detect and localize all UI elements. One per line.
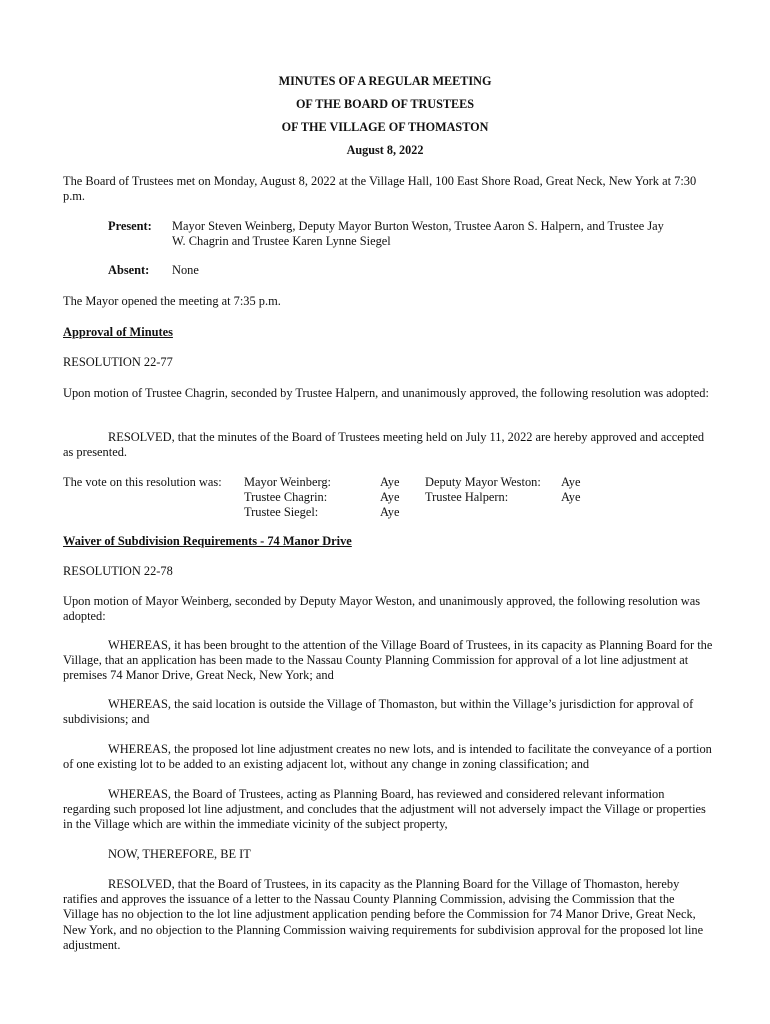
vote-label: The vote on this resolution was: bbox=[63, 475, 222, 489]
title-line-3: OF THE VILLAGE OF THOMASTON bbox=[281, 120, 489, 134]
title-line-2: OF THE BOARD OF TRUSTEES bbox=[295, 97, 475, 111]
vote-name: Deputy Mayor Weston: bbox=[425, 475, 541, 489]
vote-names-right bbox=[425, 475, 541, 505]
title-line-1: MINUTES OF A REGULAR MEETING bbox=[278, 74, 492, 88]
present-label: Present: bbox=[108, 219, 152, 233]
vote-name: Mayor Weinberg: bbox=[244, 475, 331, 489]
vote-names-left bbox=[244, 475, 331, 521]
vote-value: Aye bbox=[380, 490, 400, 505]
meeting-date: August 8, 2022 bbox=[346, 143, 424, 157]
vote-name: Trustee Chagrin: bbox=[244, 490, 328, 505]
vote-value: Aye bbox=[561, 490, 581, 505]
now-therefore-line: NOW, THEREFORE, BE IT bbox=[108, 847, 251, 861]
intro-paragraph: The Board of Trustees met on Monday, August 8, 2022 at the Village Hall, 100 East Shore Road, Great Neck, New York at 7:30 p.m. bbox=[63, 174, 697, 204]
vote-value: Aye bbox=[380, 505, 400, 520]
whereas-paragraph-4: WHEREAS, the Board of Trustees, acting as Planning Board, has reviewed and considered relevant information regarding such proposed lot line adjustment, and concludes that the adjustment will not adversely impact the Village or properties in the Village which are within the immediate vicinity of the subject property, bbox=[63, 787, 706, 832]
motion-paragraph-22-78: Upon motion of Mayor Weinberg, seconded by Deputy Mayor Weston, and unanimously approved, the following resolution was adopted: bbox=[63, 594, 701, 624]
resolution-number-22-77: RESOLUTION 22-77 bbox=[63, 355, 173, 369]
absent-label: Absent: bbox=[108, 263, 150, 277]
vote-values-left bbox=[380, 475, 400, 521]
opening-statement: The Mayor opened the meeting at 7:35 p.m. bbox=[63, 294, 281, 308]
vote-value: Aye bbox=[561, 475, 581, 489]
present-list: Mayor Steven Weinberg, Deputy Mayor Burton Weston, Trustee Aaron S. Halpern, and Trustee Jay W. Chagrin and Trustee Karen Lynne Siegel bbox=[172, 219, 664, 249]
absent-value: None bbox=[172, 263, 199, 277]
vote-name: Trustee Siegel: bbox=[244, 505, 319, 520]
whereas-paragraph-1: WHEREAS, it has been brought to the attention of the Village Board of Trustees, in its capacity as Planning Board for the Village, that an application has been made to the Nassau County Planning Commission for approval of a lot line adjustment at premises 74 Manor Drive, Great Neck, New York; and bbox=[63, 638, 713, 683]
vote-values-right bbox=[561, 475, 581, 505]
vote-name: Trustee Halpern: bbox=[425, 490, 509, 505]
motion-paragraph-22-77: Upon motion of Trustee Chagrin, seconded by Trustee Halpern, and unanimously approved, the following resolution was adopted: bbox=[63, 386, 709, 400]
resolved-paragraph-22-78: RESOLVED, that the Board of Trustees, in its capacity as the Planning Board for the Village of Thomaston, hereby ratifies and approves the issuance of a letter to the Nassau County Planning Commission, advising the Commission that the Village has no objection to the lot line adjustment application pending before the Commission for 74 Manor Drive, Great Neck, New York, and no objection to the Planning Commission waiving requirements for subdivision approval for the proposed lot line adjustment. bbox=[63, 877, 704, 952]
whereas-paragraph-2: WHEREAS, the said location is outside the Village of Thomaston, but within the Village’s jurisdiction for approval of subdivisions; and bbox=[63, 697, 694, 727]
vote-value: Aye bbox=[380, 475, 400, 489]
section-heading-waiver-of-subdivision: Waiver of Subdivision Requirements - 74 Manor Drive bbox=[63, 534, 352, 548]
resolution-number-22-78: RESOLUTION 22-78 bbox=[63, 564, 173, 578]
whereas-paragraph-3: WHEREAS, the proposed lot line adjustment creates no new lots, and is intended to facilitate the conveyance of a portion of one existing lot to be added to an existing adjacent lot, without any change in zoning classification; and bbox=[63, 742, 712, 772]
resolved-paragraph-22-77: RESOLVED, that the minutes of the Board of Trustees meeting held on July 11, 2022 are hereby approved and accepted as presented. bbox=[63, 430, 705, 460]
section-heading-approval-of-minutes: Approval of Minutes bbox=[63, 325, 173, 339]
